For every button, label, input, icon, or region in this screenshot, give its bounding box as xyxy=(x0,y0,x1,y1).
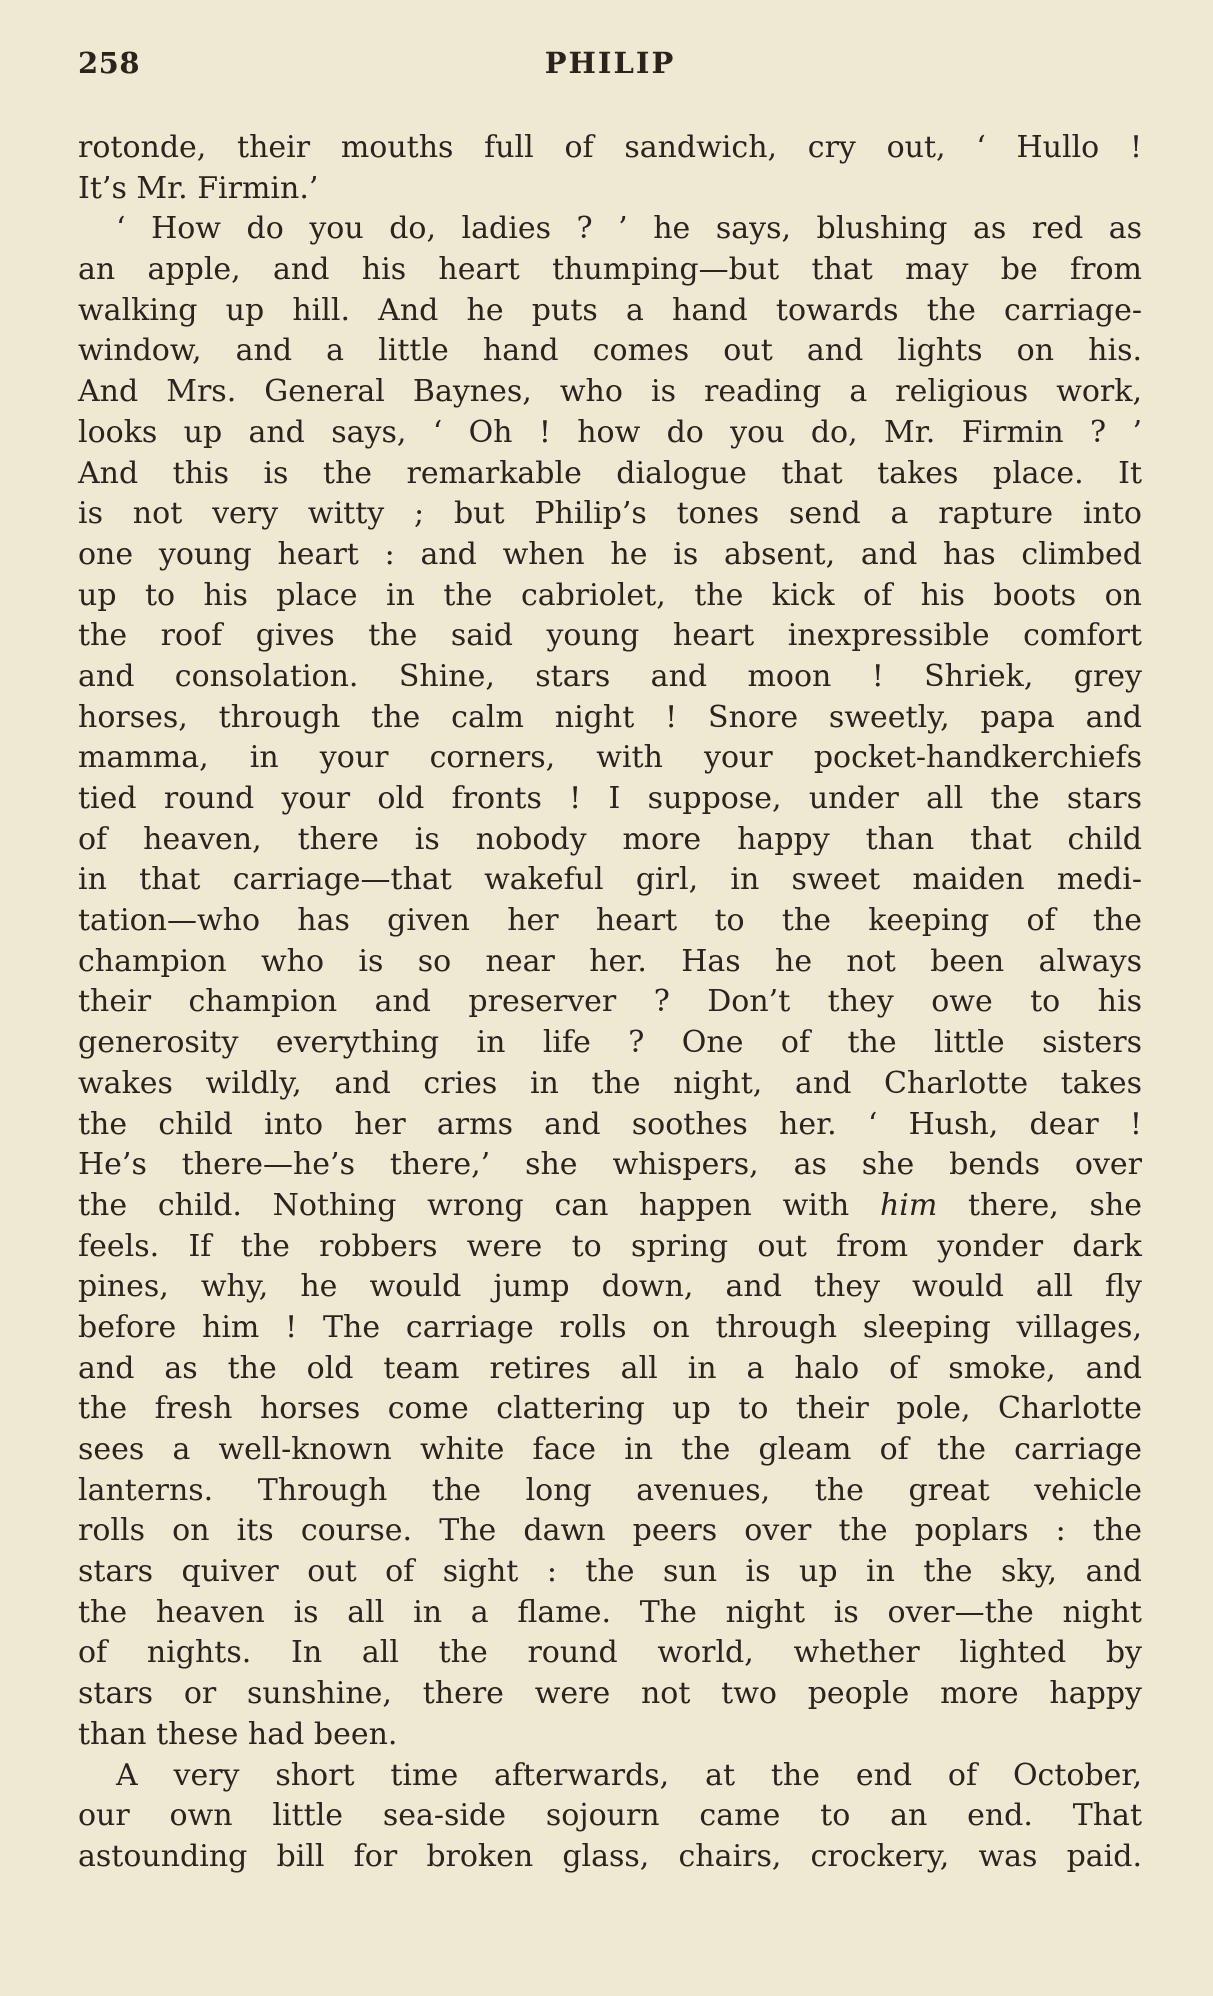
text-line: and consolation. Shine, stars and moon ! Shriek, grey xyxy=(78,658,1142,694)
text-line: lanterns. Through the long avenues, the great vehicle xyxy=(78,1472,1142,1508)
text-line: rotonde, their mouths full of sandwich, cry out, ‘ Hullo ! xyxy=(78,130,1142,165)
text-line: astounding bill for broken glass, chairs, crockery, was paid. xyxy=(78,1838,1142,1874)
text-line: generosity everything in life ? One of the little sisters xyxy=(78,1025,1142,1061)
text-line: is not very witty ; but Philip’s tones send a rapture into xyxy=(78,496,1142,532)
text-line: rolls on its course. The dawn peers over the poplars : the xyxy=(78,1513,1142,1549)
text-line: And this is the remarkable dialogue that takes place. It xyxy=(78,455,1142,491)
text-line: of heaven, there is nobody more happy than that child xyxy=(78,821,1142,857)
text-segment: there, she xyxy=(937,1187,1142,1223)
paragraph xyxy=(78,209,1142,1755)
text-line: pines, why, he would jump down, and they would all fly xyxy=(78,1269,1142,1305)
text-line: than these had been. xyxy=(78,1716,398,1752)
paragraph xyxy=(78,128,1142,209)
text-line: in that carriage—that wakeful girl, in sweet maiden medi- xyxy=(78,862,1142,898)
text-line: ‘ How do you do, ladies ? ’ he says, blushing as red as xyxy=(116,211,1142,247)
text-line: an apple, and his heart thumping—but that may be from xyxy=(78,252,1142,288)
text-line: window, and a little hand comes out and lights on his. xyxy=(78,333,1142,369)
text-line: their champion and preserver ? Don’t they owe to his xyxy=(78,984,1142,1020)
text-line: before him ! The carriage rolls on through sleeping villages, xyxy=(78,1309,1142,1345)
text-line: looks up and says, ‘ Oh ! how do you do, Mr. Firmin ? ’ xyxy=(78,414,1142,450)
text-line: champion who is so near her. Has he not been always xyxy=(78,943,1142,979)
text-line: one young heart : and when he is absent, and has climbed xyxy=(78,536,1142,572)
text-line: horses, through the calm night ! Snore sweetly, papa and xyxy=(78,699,1142,735)
page-number: 258 xyxy=(78,46,141,80)
text-line: our own little sea-side sojourn came to an end. That xyxy=(78,1798,1142,1834)
italic-word: him xyxy=(879,1187,938,1223)
text-segment: the child. Nothing wrong can happen with xyxy=(78,1187,850,1223)
text-line: tation—who has given her heart to the keeping of the xyxy=(78,903,1142,939)
text-line: feels. If the robbers were to spring out from yonder dark xyxy=(78,1228,1142,1264)
text-line: walking up hill. And he puts a hand towards the carriage- xyxy=(78,292,1142,328)
text-line: up to his place in the cabriolet, the kick of his boots on xyxy=(78,577,1142,613)
running-head xyxy=(78,46,1142,90)
text-line: tied round your old fronts ! I suppose, under all the stars xyxy=(78,781,1142,816)
text-line: wakes wildly, and cries in the night, and Charlotte takes xyxy=(78,1065,1142,1101)
paragraph xyxy=(78,1756,1142,1878)
text-line: the fresh horses come clattering up to their pole, Charlotte xyxy=(78,1391,1142,1427)
body-text xyxy=(78,128,1142,1878)
text-line: mamma, in your corners, with your pocket-handkerchiefs xyxy=(78,740,1142,776)
running-title: PHILIP xyxy=(544,46,676,80)
text-line: of nights. In all the round world, whether lighted by xyxy=(78,1635,1142,1671)
text-line: the heaven is all in a flame. The night is over—the night xyxy=(78,1594,1142,1630)
text-line: stars quiver out of sight : the sun is up in the sky, and xyxy=(78,1554,1142,1590)
text-line: stars or sunshine, there were not two people more happy xyxy=(78,1676,1142,1712)
text-line: He’s there—he’s there,’ she whispers, as she bends over xyxy=(78,1147,1142,1183)
text-line: It’s Mr. Firmin.’ xyxy=(78,170,319,206)
text-line: A very short time afterwards, at the end of October, xyxy=(116,1757,1142,1793)
text-line: the child into her arms and soothes her. ‘ Hush, dear ! xyxy=(78,1106,1142,1142)
text-line: And Mrs. General Baynes, who is reading a religious work, xyxy=(78,374,1142,410)
text-line-with-italic xyxy=(78,1186,1142,1227)
text-line: and as the old team retires all in a halo of smoke, and xyxy=(78,1350,1142,1386)
text-line: sees a well-known white face in the gleam of the carriage xyxy=(78,1432,1142,1467)
text-line: the roof gives the said young heart inexpressible comfort xyxy=(78,618,1142,654)
